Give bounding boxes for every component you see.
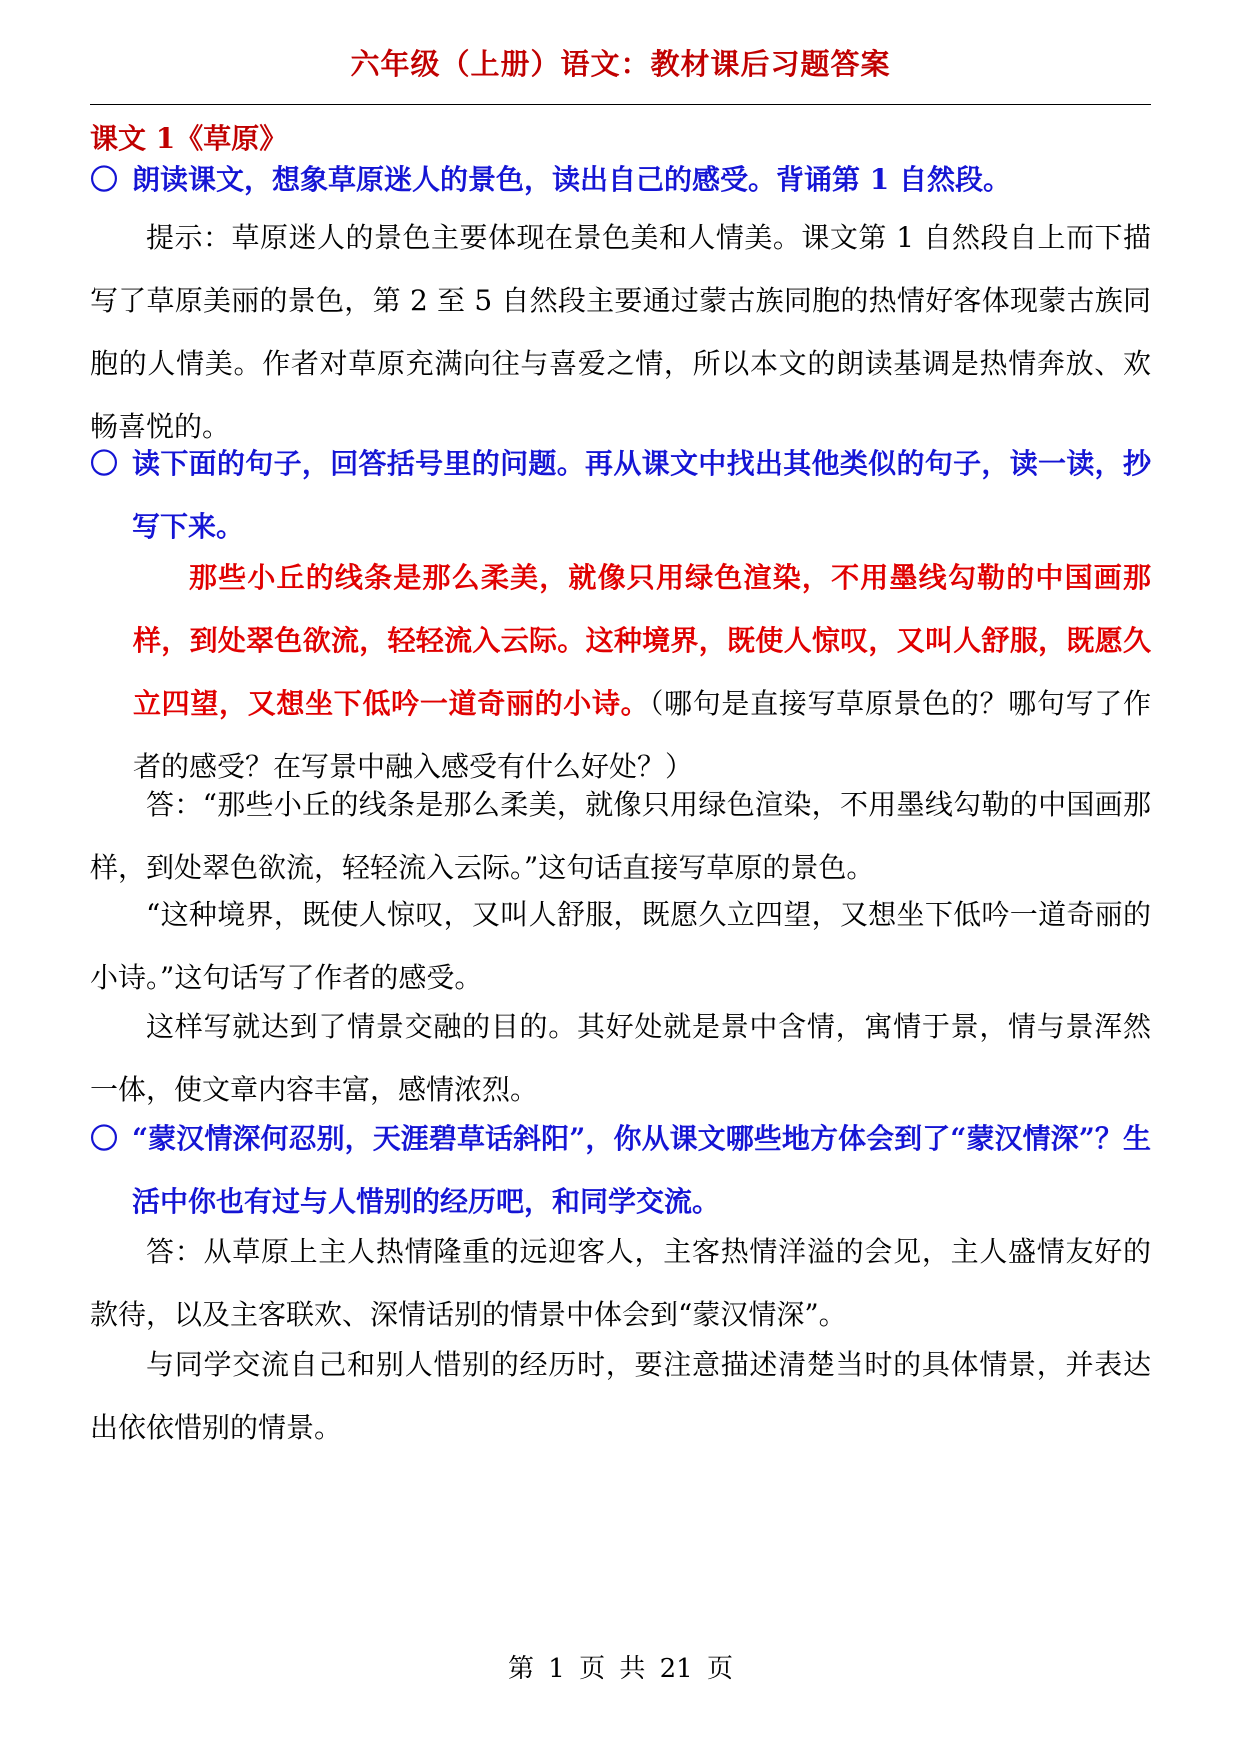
question-3-text: “蒙汉情深何忍别，天涯碧草话斜阳”，你从课文哪些地方体会到了“蒙汉情深”？生活中你也有过与人惜别的经历吧，和同学交流。 [132,1122,1151,1218]
quoted-sentence: 那些小丘的线条是那么柔美，就像只用绿色渲染，不用墨线勾勒的中国画那样，到处翠色欲流，轻轻流入云际。这种境界，既使人惊叹，又叫人舒服，既愿久立四望，又想坐下低吟一道奇丽的小诗。 [133,561,1151,720]
question-2-quote [133,546,1151,798]
question-3 [90,1107,1151,1233]
question-2-answer-2: “这种境界，既使人惊叹，又叫人舒服，既愿久立四望，又想坐下低吟一道奇丽的小诗。”这句话写了作者的感受。 [90,898,1151,994]
question-3-answer-2: 与同学交流自己和别人惜别的经历时，要注意描述清楚当时的具体情景，并表达出依依惜别的情景。 [90,1348,1151,1444]
question-1-answer: 提示：草原迷人的景色主要体现在景色美和人情美。课文第 1 自然段自上而下描写了草原美丽的景色，第 2 至 5 自然段主要通过蒙古族同胞的热情好客体现蒙古族同胞的人情美。作者对草原充满向往与喜爱之情，所以本文的朗读基调是热情奔放、欢畅喜悦的。 [90,221,1151,443]
question-2-answer-1: 答：“那些小丘的线条是那么柔美，就像只用绿色渲染，不用墨线勾勒的中国画那样，到处翠色欲流，轻轻流入云际。”这句话直接写草原的景色。 [90,788,1151,884]
document-header-title: 六年级（上册）语文：教材课后习题答案 [350,47,891,81]
question-1-text: 朗读课文，想象草原迷人的景色，读出自己的感受。背诵第 1 自然段。 [132,163,1011,196]
question-1 [90,148,1151,211]
circle-bullet-icon: 〇 [90,447,119,480]
quote-questions: （哪句是直接写草原景色的？哪句写了作者的感受？在写景中融入感受有什么好处？） [133,687,1151,783]
question-3-answer-1: 答：从草原上主人热情隆重的远迎客人，主客热情洋溢的会见，主人盛情友好的款待，以及主客联欢、深情话别的情景中体会到“蒙汉情深”。 [90,1235,1151,1331]
header-divider [90,104,1151,105]
lesson-title: 课文 1《草原》 [90,122,288,155]
circle-bullet-icon: 〇 [90,163,119,196]
question-2-text: 读下面的句子，回答括号里的问题。再从课文中找出其他类似的句子，读一读，抄写下来。 [132,447,1151,543]
question-2-answer-3: 这样写就达到了情景交融的目的。其好处就是景中含情，寓情于景，情与景浑然一体，使文章内容丰富，感情浓烈。 [90,1010,1151,1106]
question-2 [90,432,1151,558]
circle-bullet-icon: 〇 [90,1122,119,1155]
page-number-footer: 第 1 页 共 21 页 [508,1654,733,1684]
